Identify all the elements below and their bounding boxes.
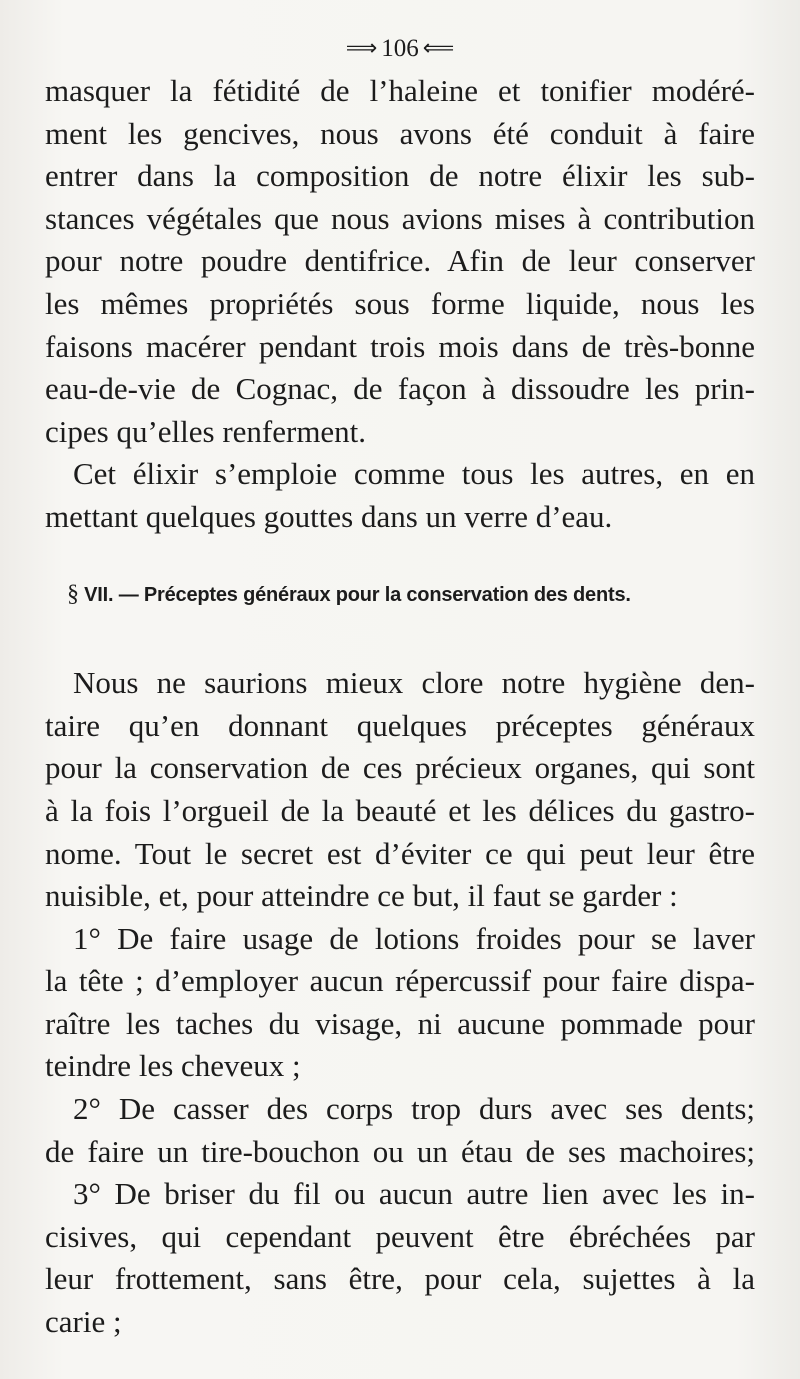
text-line: carie ; <box>45 1304 122 1340</box>
text-line: taire qu’en donnant quelques préceptes généraux <box>45 707 755 743</box>
text-line: ment les gencives, nous avons été conduit à faire <box>45 115 755 151</box>
paragraph-3 <box>45 662 755 918</box>
text-line: nuisible, et, pour atteindre ce but, il faut se garder : <box>45 878 678 914</box>
list-item-1 <box>45 918 755 1088</box>
text-line: masquer la fétidité de l’haleine et tonifier modéré- <box>45 73 755 108</box>
text-line: raître les taches du visage, ni aucune pommade pour <box>45 1005 755 1041</box>
text-line: 3° De briser du fil ou aucun autre lien avec les in- <box>73 1176 755 1212</box>
text-line: leur frottement, sans être, pour cela, sujettes à la <box>45 1261 755 1297</box>
text-line: Nous ne saurions mieux clore notre hygiène den- <box>73 665 755 701</box>
text-line: 2° De casser des corps trop durs avec ses dents; <box>73 1091 755 1127</box>
text-line: pour la conservation de ces précieux organes, qui sont <box>45 750 755 786</box>
text-line: faisons macérer pendant trois mois dans de très-bonne <box>45 328 755 364</box>
text-line: la tête ; d’employer aucun répercussif pour faire dispa- <box>45 963 755 999</box>
section-title-text: VII. — Préceptes généraux pour la conservation des dents. <box>84 583 631 606</box>
text-line: pour notre poudre dentifrice. Afin de leur conserver <box>45 243 755 279</box>
text-line: à la fois l’orgueil de la beauté et les délices du gastro- <box>45 792 755 828</box>
page-body <box>45 70 755 1344</box>
text-line: stances végétales que nous avions mises à contribution <box>45 200 755 236</box>
text-line: Cet élixir s’emploie comme tous les autres, en en <box>73 456 755 492</box>
text-line: entrer dans la composition de notre élixir les sub- <box>45 158 755 194</box>
text-line: les mêmes propriétés sous forme liquide, nous les <box>45 285 755 321</box>
list-item-3 <box>45 1173 755 1343</box>
right-ornament-icon: ⟸ <box>422 35 455 60</box>
text-line: nome. Tout le secret est d’éviter ce qui peut leur être <box>45 835 755 871</box>
text-line: cipes qu’elles renferment. <box>45 413 367 449</box>
left-ornament-icon: ⟹ <box>345 35 378 60</box>
section-symbol: § <box>67 580 79 607</box>
text-line: mettant quelques gouttes dans un verre d’eau. <box>45 498 613 534</box>
list-item-2 <box>45 1088 755 1173</box>
text-line: de faire un tire-bouchon ou un étau de ses machoires; <box>45 1133 755 1169</box>
section-heading <box>45 573 755 617</box>
page-number: 106 <box>381 35 419 62</box>
text-line: teindre les cheveux ; <box>45 1048 301 1084</box>
text-line: cisives, qui cependant peuvent être ébréchées par <box>45 1218 755 1254</box>
text-line: eau-de-vie de Cognac, de façon à dissoudre les prin- <box>45 371 755 407</box>
text-line: 1° De faire usage de lotions froides pour se laver <box>73 920 755 956</box>
page-header <box>45 30 755 70</box>
paragraph-1 <box>45 70 755 453</box>
paragraph-2 <box>45 453 755 538</box>
